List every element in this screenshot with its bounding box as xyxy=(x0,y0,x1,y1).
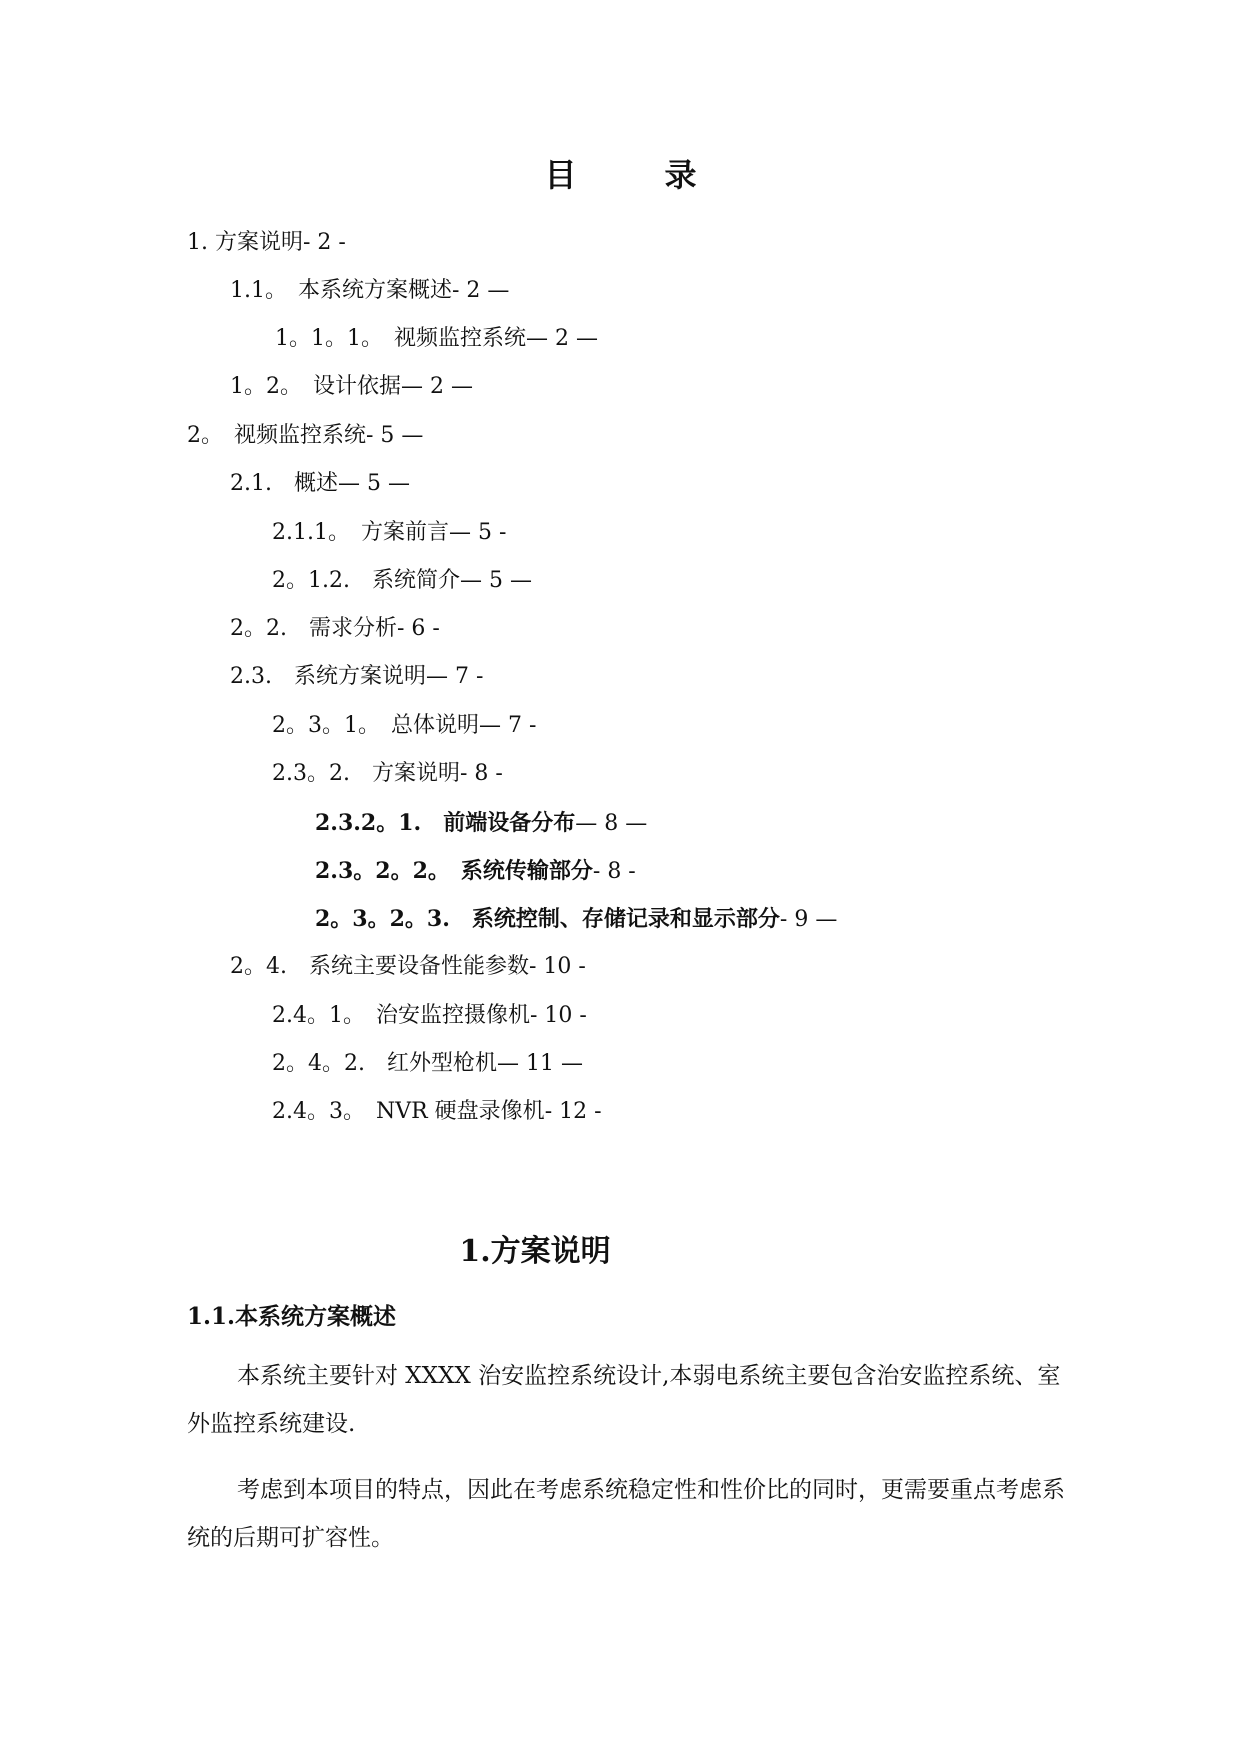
toc-entry-page: - 10 - xyxy=(530,1003,587,1028)
toc-entry-page: — 7 - xyxy=(425,664,484,689)
toc-entry-text: 2.3. 系统方案说明 xyxy=(230,664,426,689)
toc-entry-text: 1。2。 设计依据 xyxy=(230,374,401,399)
toc-entry[interactable] xyxy=(275,324,598,354)
toc-entry[interactable] xyxy=(230,372,473,402)
toc-title: 目 录 xyxy=(544,156,725,194)
toc-entry-page: - 12 - xyxy=(544,1099,602,1124)
toc-entry-page: - 6 - xyxy=(397,616,440,641)
toc-entry-text: 2.4。1。 治安监控摄像机 xyxy=(272,1003,530,1028)
toc-entry-page: - 8 - xyxy=(592,859,636,884)
toc-entry-text: 1. 方案说明 xyxy=(187,230,303,255)
toc-entry[interactable] xyxy=(272,566,532,596)
toc-entry-page: — 5 - xyxy=(448,520,507,545)
toc-entry-page: — 2 — xyxy=(401,374,473,399)
toc-entry-page: — 2 — xyxy=(526,326,598,351)
toc-entry-text: 2。 视频监控系统 xyxy=(187,423,366,448)
toc-entry-text: 2.3.2。1. 前端设备分布 xyxy=(315,810,576,836)
toc-entry-page: - 9 — xyxy=(779,907,838,932)
toc-entry[interactable] xyxy=(187,421,423,451)
toc-entry-page: — 5 — xyxy=(337,471,410,496)
toc-entry-page: - 5 — xyxy=(366,423,424,448)
toc-entry-text: 2。1.2. 系统简介 xyxy=(272,568,460,593)
toc-entry[interactable] xyxy=(230,276,509,306)
toc-entry[interactable] xyxy=(272,518,506,548)
toc-entry[interactable] xyxy=(315,856,636,887)
body-paragraph: 考虑到本项目的特点，因此在考虑系统稳定性和性价比的同时，更需要重点考虑系统的后期可扩容性。 xyxy=(187,1477,1065,1551)
toc-entry[interactable] xyxy=(272,1001,587,1031)
toc-entry-page: — 11 — xyxy=(497,1051,583,1076)
toc-entry[interactable] xyxy=(187,228,346,258)
toc-entry[interactable] xyxy=(230,469,410,499)
toc-entry-text: 2.3。2. 方案说明 xyxy=(272,761,460,786)
toc-entry[interactable] xyxy=(230,952,586,982)
toc-entry[interactable] xyxy=(272,1097,602,1127)
toc-entry-page: - 2 — xyxy=(452,278,510,303)
toc-entry-text: 2.3。2。2。 系统传输部分 xyxy=(315,858,593,884)
toc-entry[interactable] xyxy=(315,904,837,935)
toc-entry-text: 2。2. 需求分析 xyxy=(230,616,397,641)
toc-entry[interactable] xyxy=(272,759,503,789)
toc-entry-text: 2。4。2. 红外型枪机 xyxy=(272,1051,497,1076)
toc-entry-text: 2.1. 概述 xyxy=(230,471,338,496)
toc-entry-page: — 7 - xyxy=(479,713,537,738)
body-paragraph: 本系统主要针对 XXXX 治安监控系统设计,本弱电系统主要包含治安监控系统、室外监控系统建设. xyxy=(187,1363,1061,1437)
toc-entry-page: - 2 - xyxy=(302,230,346,255)
toc-entry-text: 2。4. 系统主要设备性能参数 xyxy=(230,954,529,979)
toc-entry[interactable] xyxy=(272,711,536,741)
section-heading: 1.方案说明 xyxy=(459,1234,611,1269)
toc-entry-text: 2.1.1。 方案前言 xyxy=(272,520,449,545)
toc-entry-text: 1.1。 本系统方案概述 xyxy=(230,278,452,303)
toc-entry-page: - 10 - xyxy=(529,954,586,979)
toc-entry[interactable] xyxy=(272,1049,583,1079)
toc-entry-text: 1。1。1。 视频监控系统 xyxy=(275,326,526,351)
toc-entry-text: 2。3。1。 总体说明 xyxy=(272,713,479,738)
toc-entry[interactable] xyxy=(230,662,483,692)
toc-entry[interactable] xyxy=(315,808,647,839)
toc-entry-page: — 5 — xyxy=(459,568,532,593)
toc-entry-page: — 8 — xyxy=(575,811,648,836)
toc-entry[interactable] xyxy=(230,614,440,644)
toc-entry-text: 2。3。2。3. 系统控制、存储记录和显示部分 xyxy=(315,906,780,932)
subsection-heading: 1.1.本系统方案概述 xyxy=(187,1303,397,1330)
toc-entry-text: 2.4。3。 NVR 硬盘录像机 xyxy=(272,1099,545,1124)
toc-entry-page: - 8 - xyxy=(459,761,503,786)
